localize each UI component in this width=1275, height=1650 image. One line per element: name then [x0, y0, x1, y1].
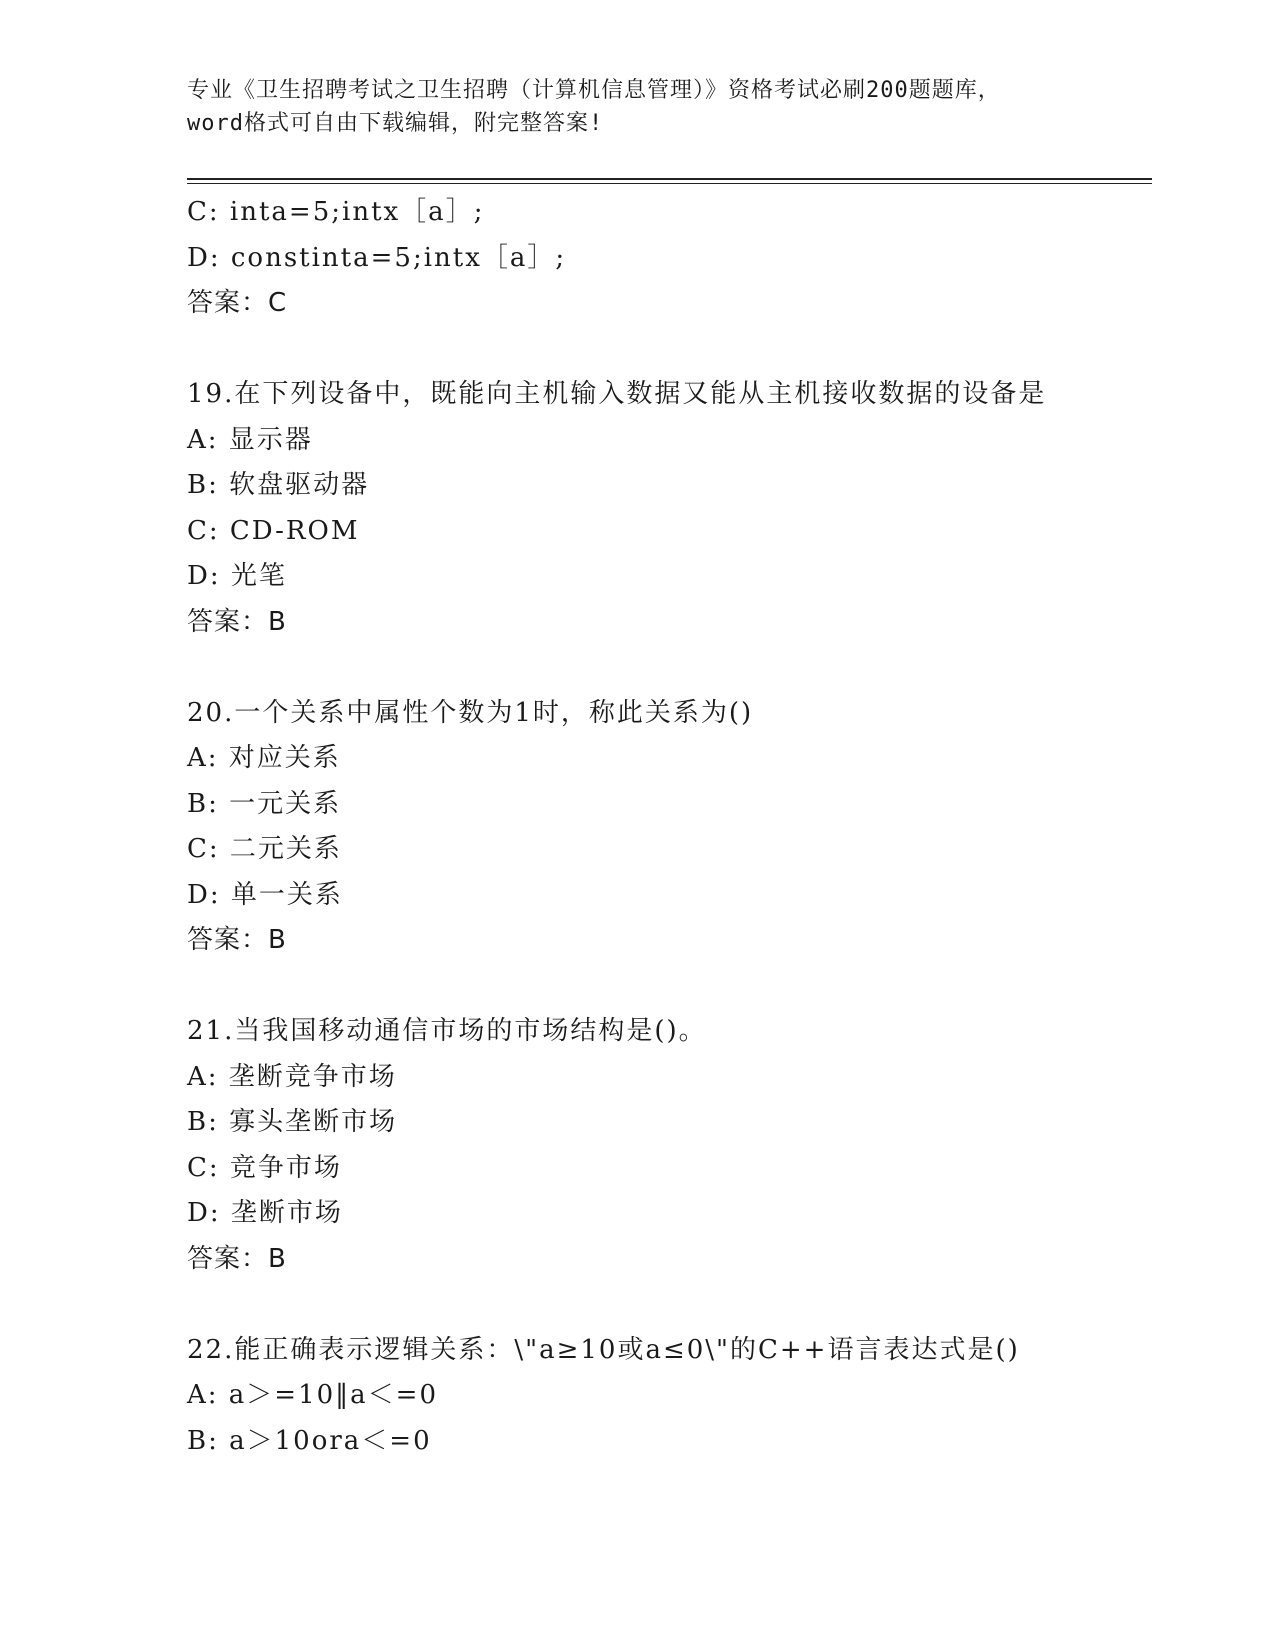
- option-b: B: 一元关系: [187, 788, 342, 819]
- option-c: C: 竞争市场: [187, 1152, 342, 1183]
- option-c: C: CD-ROM: [187, 515, 360, 546]
- spacer: [187, 327, 1152, 373]
- answer-label: 答案：B: [187, 1243, 287, 1274]
- question-stem: 19.在下列设备中，既能向主机输入数据又能从主机接收数据的设备是: [187, 379, 1047, 409]
- option-b: B: 寡头垄断市场: [187, 1107, 398, 1137]
- option-c: C: inta=5;intx［a］;: [187, 197, 485, 227]
- option-a: A: 显示器: [187, 424, 313, 455]
- header-title-line-2: word格式可自由下载编辑，附完整答案!: [187, 111, 604, 136]
- question-block-18: [187, 190, 1152, 327]
- option-a: A: 垄断竞争市场: [187, 1061, 397, 1092]
- option-a: A: a＞=10‖a＜=0: [187, 1380, 438, 1410]
- question-stem: 20.一个关系中属性个数为1时，称此关系为(): [187, 697, 754, 728]
- answer-label: 答案：C: [187, 288, 288, 318]
- option-d: D: 单一关系: [187, 879, 343, 910]
- question-stem: 21.当我国移动通信市场的市场结构是()。: [187, 1016, 707, 1046]
- option-d: D: 光笔: [187, 561, 287, 591]
- header-divider-thin: [187, 183, 1152, 184]
- option-b: B: 软盘驱动器: [187, 470, 370, 500]
- answer-label: 答案：B: [187, 925, 287, 955]
- question-block-19: [187, 372, 1152, 645]
- header-divider-thick: [187, 178, 1152, 180]
- option-a: A: 对应关系: [187, 743, 341, 773]
- question-stem: 22.能正确表示逻辑关系：\"a≥10或a≤0\"的C++语言表达式是(): [187, 1334, 1020, 1365]
- answer-label: 答案：B: [187, 606, 287, 637]
- question-list: [187, 190, 1152, 1464]
- option-c: C: 二元关系: [187, 834, 342, 864]
- question-block-21: [187, 1009, 1152, 1282]
- option-b: B: a＞10ora＜=0: [187, 1425, 432, 1456]
- spacer: [187, 964, 1152, 1010]
- option-d: D: 垄断市场: [187, 1198, 343, 1228]
- option-d: D: constinta=5;intx［a］;: [187, 242, 567, 273]
- document-header: [187, 74, 1087, 140]
- spacer: [187, 645, 1152, 691]
- spacer: [187, 1282, 1152, 1328]
- header-title-line-1: 专业《卫生招聘考试之卫生招聘（计算机信息管理）》资格考试必刷200题题库，: [187, 78, 1001, 103]
- question-block-22: [187, 1328, 1152, 1465]
- question-block-20: [187, 691, 1152, 964]
